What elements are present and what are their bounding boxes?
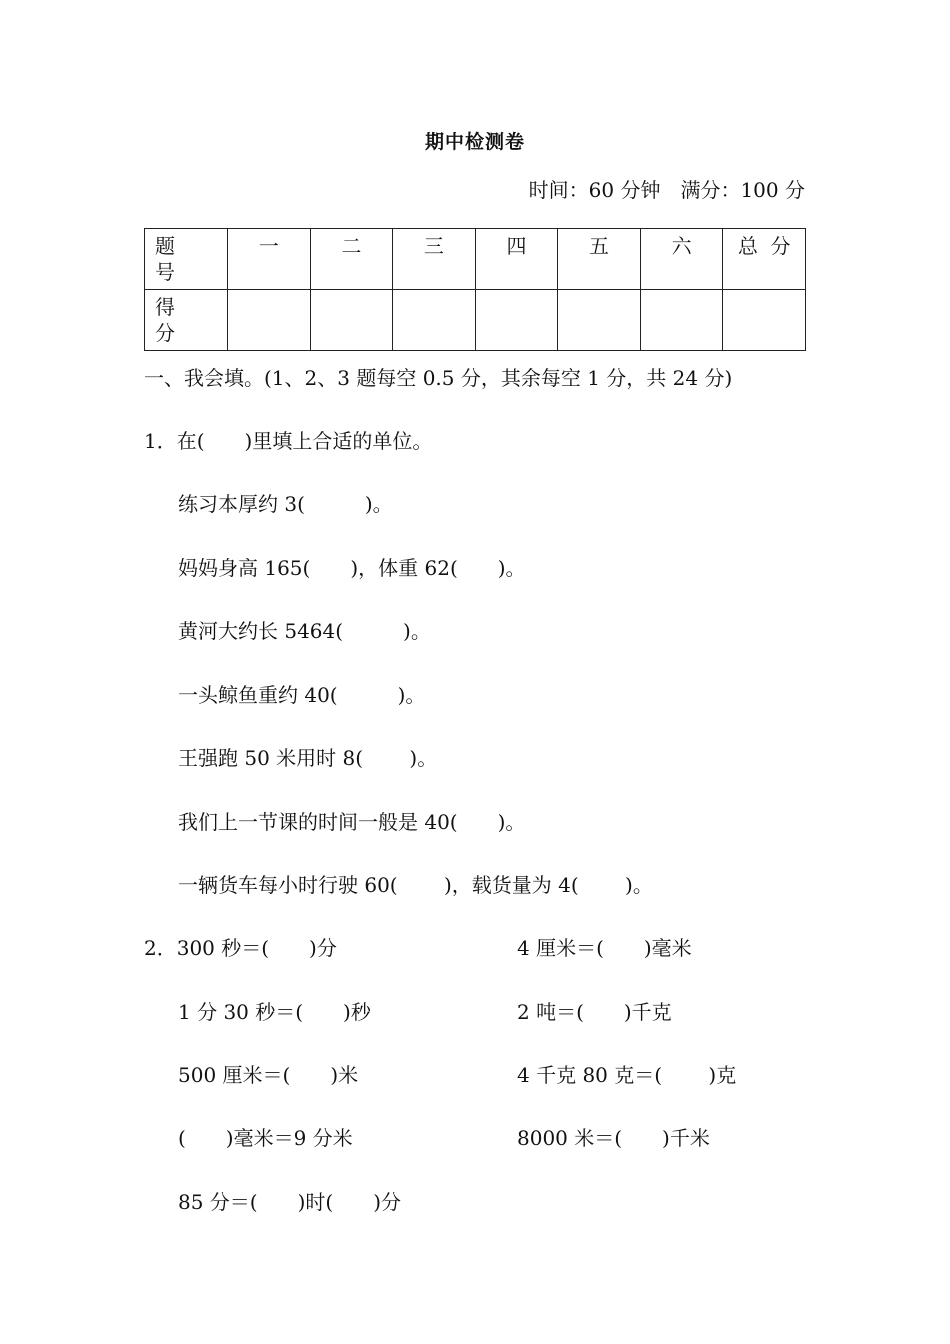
exam-time-score: 时间：60 分钟 满分：100 分 xyxy=(528,178,805,202)
question-2-right: 4 厘米＝( )毫米 xyxy=(517,936,692,960)
col-header-2: 二 xyxy=(310,229,393,290)
row-label-score: 得 分 xyxy=(145,290,228,351)
question-2-left: 2．300 秒＝( )分 xyxy=(144,936,337,960)
question-1-item: 一辆货车每小时行驶 60( )，载货量为 4( )。 xyxy=(178,873,653,897)
score-table-header-row xyxy=(145,229,806,290)
score-cell-total[interactable] xyxy=(723,290,806,351)
question-1-item: 一头鲸鱼重约 40( )。 xyxy=(178,683,426,707)
score-cell-5[interactable] xyxy=(558,290,641,351)
score-table-score-row xyxy=(145,290,806,351)
question-1-stem: 1．在( )里填上合适的单位。 xyxy=(144,429,433,453)
score-cell-6[interactable] xyxy=(640,290,723,351)
question-1-item: 妈妈身高 165( )，体重 62( )。 xyxy=(178,556,526,580)
score-table xyxy=(144,228,806,351)
page-title: 期中检测卷 xyxy=(424,131,525,153)
row-label-question-number: 题 号 xyxy=(145,229,228,290)
score-cell-3[interactable] xyxy=(393,290,476,351)
col-header-5: 五 xyxy=(558,229,641,290)
question-1-item: 王强跑 50 米用时 8( )。 xyxy=(178,746,438,770)
section-1-heading: 一、我会填。(1、2、3 题每空 0.5 分，其余每空 1 分，共 24 分) xyxy=(144,366,733,390)
question-2-right: 8000 米＝( )千米 xyxy=(517,1126,710,1150)
question-2-left: 1 分 30 秒＝( )秒 xyxy=(178,1000,371,1024)
question-2-right: 2 吨＝( )千克 xyxy=(517,1000,672,1024)
col-header-6: 六 xyxy=(640,229,723,290)
col-header-total: 总 分 xyxy=(723,229,806,290)
col-header-4: 四 xyxy=(475,229,558,290)
question-2-left: 85 分＝( )时( )分 xyxy=(178,1190,402,1214)
question-2-left: ( )毫米＝9 分米 xyxy=(178,1126,353,1150)
col-header-3: 三 xyxy=(393,229,476,290)
score-cell-2[interactable] xyxy=(310,290,393,351)
question-2-right: 4 千克 80 克＝( )克 xyxy=(517,1063,737,1087)
col-header-1: 一 xyxy=(228,229,311,290)
question-1-item: 练习本厚约 3( )。 xyxy=(178,492,393,516)
score-cell-1[interactable] xyxy=(228,290,311,351)
question-1-item: 我们上一节课的时间一般是 40( )。 xyxy=(178,810,526,834)
question-1-item: 黄河大约长 5464( )。 xyxy=(178,619,431,643)
question-2-left: 500 厘米＝( )米 xyxy=(178,1063,359,1087)
score-cell-4[interactable] xyxy=(475,290,558,351)
